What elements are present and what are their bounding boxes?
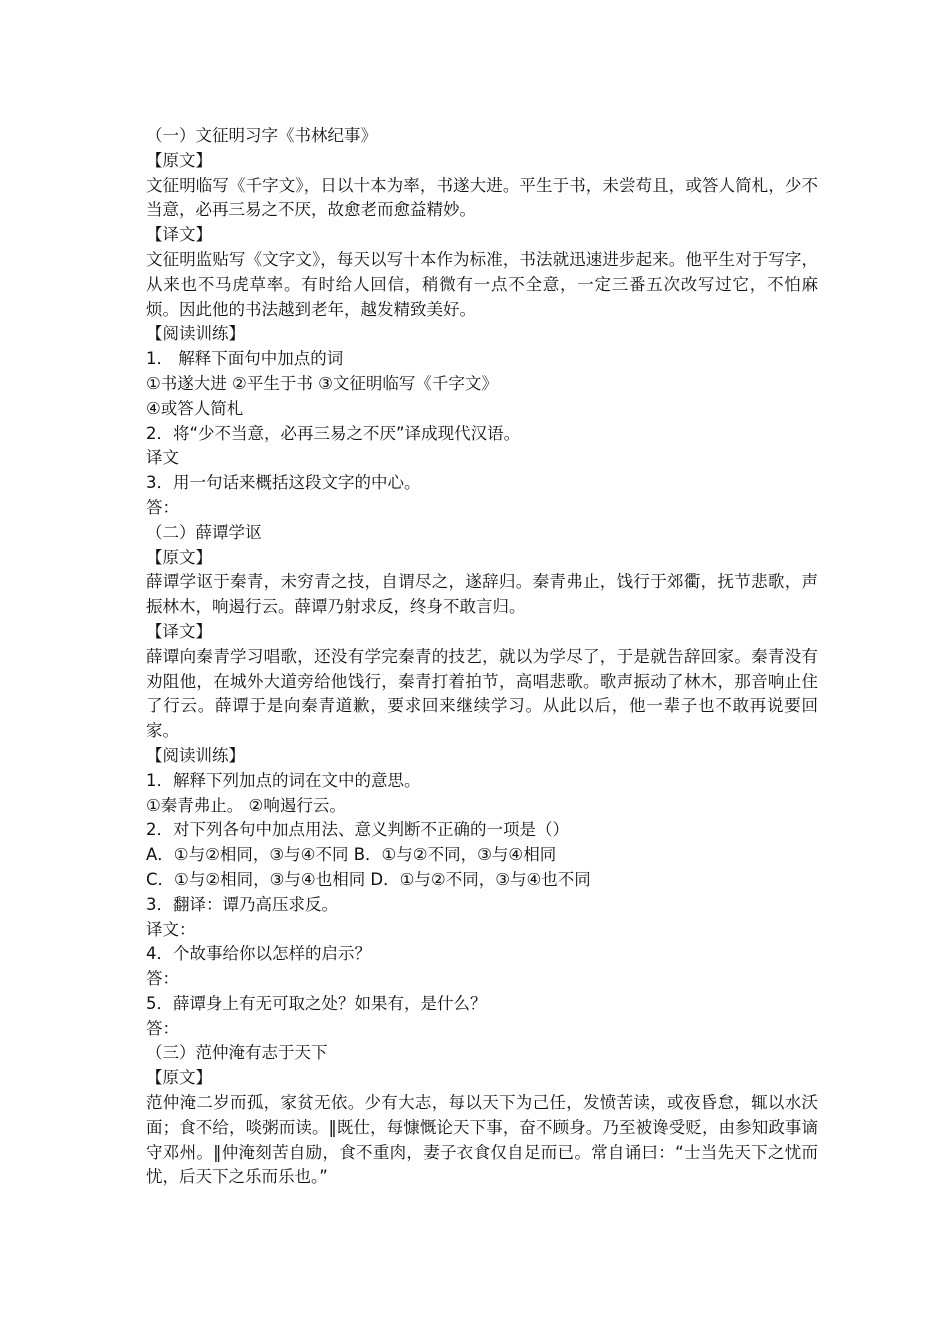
original-text: 文征明临写《千字文》，日以十本为率，书遂大进。平生于书，未尝苟且，或答人简札，少不当意，必再三易之不厌，故愈老而愈益精妙。 (146, 175, 818, 220)
question: 2．对下列各句中加点用法、意义判断不正确的一项是（） (146, 820, 569, 840)
question-items: ④或答人简札 (146, 398, 244, 418)
original-text: 薛谭学讴于秦青，未穷青之技，自谓尽之，遂辞归。秦青弗止，饯行于郊衢，抚节悲歌，声振林木，响遏行云。薛谭乃射求反，终身不敢言归。 (146, 572, 818, 617)
answer-label: 译文 (146, 448, 179, 468)
translation-text: 文征明监贴写《文字文》，每天以写十本作为标准，书法就迅速进步起来。他平生对于写字，从来也不马虎草率。有时给人回信，稍微有一点不全意，一定三番五次改写过它，不怕麻烦。因此他的书法越到老年，越发精致美好。 (146, 249, 818, 319)
question-options: C．①与②相同，③与④也相同 D．①与②不同，③与④也不同 (146, 869, 591, 889)
question: 1．解释下列加点的词在文中的意思。 (146, 770, 421, 790)
section-title: （三）范仲淹有志于天下 (146, 1043, 328, 1063)
question: 5．薛谭身上有无可取之处？如果有，是什么？ (146, 993, 487, 1013)
answer-label: 译文： (146, 919, 196, 939)
document-body (146, 124, 818, 1190)
question: 3．用一句话来概括这段文字的中心。 (146, 473, 421, 493)
question-items: ①书遂大进 ②平生于书 ③文征明临写《千字文》 (146, 373, 498, 393)
original-label: 【原文】 (146, 150, 212, 170)
original-label: 【原文】 (146, 547, 212, 567)
exercise-label: 【阅读训练】 (146, 324, 245, 344)
translation-text: 薛谭向秦青学习唱歌，还没有学完秦青的技艺，就以为学尽了，于是就告辞回家。秦青没有劝阻他，在城外大道旁给他饯行，秦青打着拍节，高唱悲歌。歌声振动了林木，那音响止住了行云。薛谭于是向秦青道歉，要求回来继续学习。从此以后，他一辈子也不敢再说要回家。 (146, 646, 818, 741)
exercise-label: 【阅读训练】 (146, 745, 245, 765)
translation-label: 【译文】 (146, 621, 212, 641)
question-options: A．①与②相同，③与④不同 B．①与②不同，③与④相同 (146, 845, 557, 865)
original-label: 【原文】 (146, 1068, 212, 1088)
question: 3．翻译：谭乃高压求反。 (146, 894, 338, 914)
section-title: （二）薛谭学讴 (146, 522, 262, 542)
original-text: 范仲淹二岁而孤，家贫无依。少有大志，每以天下为己任，发愤苦读，或夜昏怠，辄以水沃面；食不给，啖粥而读。‖既仕，每慷慨论天下事，奋不顾身。乃至被谗受贬，由参知政事谪守邓州。‖仲淹刻苦自励，食不重肉，妻子衣食仅自足而已。常自诵曰：“士当先天下之忧而忧，后天下之乐而乐也。” (146, 1093, 818, 1187)
question: 2．将“少不当意，必再三易之不厌”译成现代汉语。 (146, 423, 521, 443)
question-items: ①秦青弗止。 ②响遏行云。 (146, 795, 346, 815)
answer-label: 答： (146, 1018, 179, 1038)
answer-label: 答： (146, 497, 179, 517)
question: 4．个故事给你以怎样的启示？ (146, 944, 371, 964)
question: 1． 解释下面句中加点的词 (146, 349, 344, 369)
answer-label: 答： (146, 969, 179, 989)
section-title: （一）文征明习字《书林纪事》 (146, 126, 377, 145)
translation-label: 【译文】 (146, 225, 212, 245)
